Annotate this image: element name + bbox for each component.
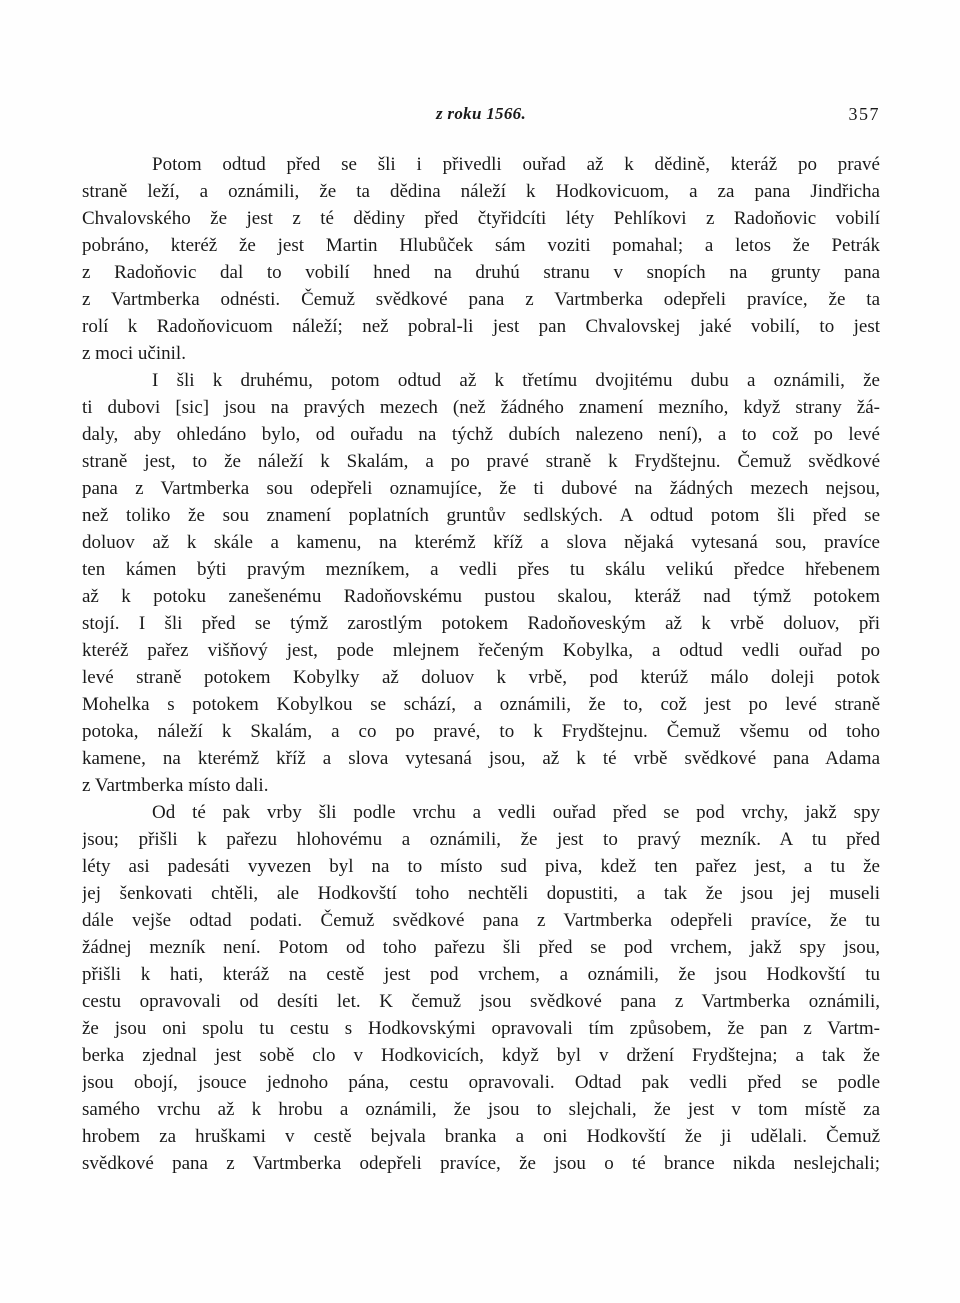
text-line: Chvalovského že jest z té dědiny před čtyřidcíti léty Pehlíkovi z Radoňovic vobilí [82,208,880,229]
text-line: I šli k druhému, potom odtud až k třetímu dvojitému dubu a oznámili, že [152,370,880,391]
text-line: Potom odtud před se šli i přivedli ouřad až k dědině, kteráž po pravé [152,154,880,175]
running-title: z roku 1566. [435,104,527,123]
text-line: kamene, na kterémž kříž a slova vytesaná jsou, až k té vrbě svědkové pana Adama [82,748,880,769]
text-line: Od té pak vrby šli podle vrchu a vedli ouřad před se pod vrchy, jakž spy [152,802,880,823]
text-line: léty asi padesáti vyvezen byl na to místo sud piva, kdež ten pařez jest, a tu že [82,856,880,877]
text-line: ten kámen býti pravým mezníkem, a vedli přes tu skálu velikú předce hřebenem [82,559,880,580]
text-line: žádnej mezník není. Potom od toho pařezu šli před se pod vrchem, jakž spy jsou, [82,937,880,958]
running-head [82,104,880,128]
text-line: jej šenkovati chtěli, ale Hodkovští toho nechtěli dopustiti, a tak že jsou jej museli [82,883,880,904]
text-line: pobráno, kteréž že jest Martin Hlubůček sám voziti pomahal; a letos že Petrák [82,235,880,256]
text-line: ti dubovi [sic] jsou na pravých mezech (než žádného znamení mezního, když strany žá- [82,397,880,418]
text-line: jsou obojí, jsouce jednoho pána, cestu opravovali. Odtad pak vedli před se podle [82,1072,880,1093]
text-line: straně jest, to že náleží k Skalám, a po pravé straně k Frydštejnu. Čemuž svědkové [82,451,880,472]
text-line: z Vartmberka odnésti. Čemuž svědkové pana z Vartmberka odepřeli pravíce, že ta [82,289,880,310]
text-line: pana z Vartmberka sou odepřeli oznamujíce, že ti dubové na žádných mezech nejsou, [82,478,880,499]
text-line: z moci učinil. [82,343,186,364]
text-line: rolí k Radoňovicuom náleží; než pobral-li jest pan Chvalovskej jaké vobilí, to jest [82,316,880,337]
text-line: přišli k hati, kteráž na cestě jest pod vrchem, a oznámili, že jsou Hodkovští tu [82,964,880,985]
text-line: Mohelka s potokem Kobylkou se schází, a oznámili, že to, což jest po levé straně [82,694,880,715]
text-line: svědkové pana z Vartmberka odepřeli pravíce, že jsou o té brance nikda neslejchali; [82,1153,880,1174]
text-line: hrobem za hruškami v cestě bejvala branka a oni Hodkovští že ji udělali. Čemuž [82,1126,880,1147]
text-line: doluov až k skále a kamenu, na kterémž kříž a slova nějaká vytesaná sou, pravíce [82,532,880,553]
text-line: kteréž pařez višňový jest, pode mlejnem řečeným Kobylka, a odtud vedli ouřad po [82,640,880,661]
body-text [82,151,880,1177]
text-line: z Radoňovic dal to vobilí hned na druhú stranu v snopích na grunty pana [82,262,880,283]
text-line: až k potoku zanešenému Radoňovskému pustou skalou, kteráž nad týmž potokem [82,586,880,607]
text-line: dále vejše odtad podati. Čemuž svědkové pana z Vartmberka odepřeli pravíce, že tu [82,910,880,931]
text-line: berka zjednal jest sobě clo v Hodkovicích, když byl v držení Frydštejna; a tak že [82,1045,880,1066]
text-line: daly, aby ohledáno bylo, od ouřadu na týchž dubích nalezeno není), a to což po levé [82,424,880,445]
text-line: levé straně potokem Kobylky až doluov k vrbě, pod kterúž málo doleji potok [82,667,880,688]
text-line: že jsou oni spolu tu cestu s Hodkovskými opravovali tím způsobem, že pan z Vartm- [82,1018,880,1039]
text-line: jsou; přišli k pařezu hlohovému a oznámili, že jest to pravý mezník. A tu před [82,829,880,850]
text-line: potoka, náleží k Skalám, a co po pravé, to k Frydštejnu. Čemuž všemu od toho [82,721,880,742]
text-line: stojí. I šli před se týmž zarostlým potokem Radoňoveským až k vrbě doluov, při [82,613,880,634]
text-line: straně leží, a oznámili, že ta dědina náleží k Hodkovicuom, a za pana Jindřicha [82,181,880,202]
page-number: 357 [848,104,880,124]
text-line: z Vartmberka místo dali. [82,775,269,796]
text-line: cestu opravovali od desíti let. K čemuž jsou svědkové pana z Vartmberka oznámili, [82,991,880,1012]
text-line: než toliko že sou znamení poplatních gruntův sedlských. A odtud potom šli před se [82,505,880,526]
text-line: samého vrchu až k hrobu a oznámili, že jsou to slejchali, že jest v tom místě za [82,1099,880,1120]
